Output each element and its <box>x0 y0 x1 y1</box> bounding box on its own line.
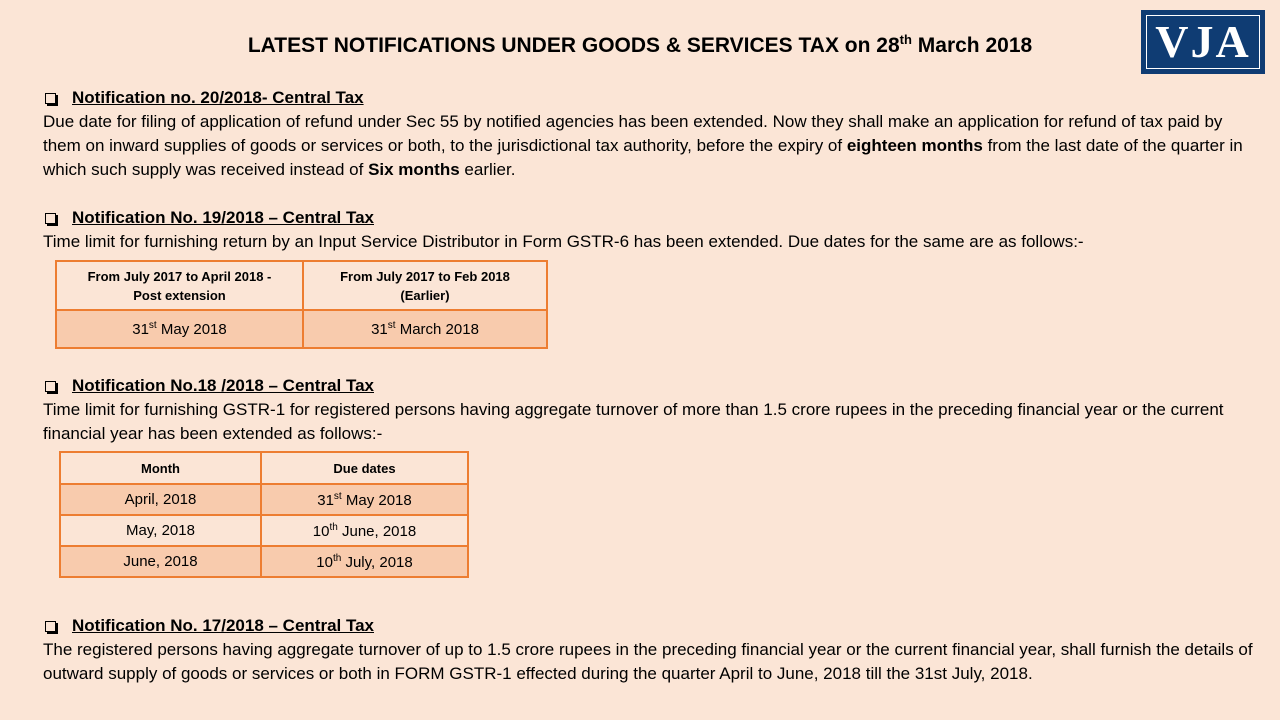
table-cell: May, 2018 <box>60 515 261 546</box>
page-title: LATEST NOTIFICATIONS UNDER GOODS & SERVICES TAX on 28th March 2018 <box>247 32 1033 57</box>
notification-heading: Notification No.18 /2018 – Central Tax <box>72 376 374 395</box>
table-header-row <box>60 452 468 484</box>
notification-19 <box>43 206 1258 254</box>
notification-heading: Notification no. 20/2018- Central Tax <box>72 88 364 107</box>
notification-text: Time limit for furnishing return by an Input Service Distributor in Form GSTR-6 has been extended. Due dates for the same are as follows:- <box>43 232 1084 251</box>
table-row <box>56 310 547 348</box>
table-header-cell: From July 2017 to April 2018 - Post extension <box>56 261 303 310</box>
vja-logo: VJA <box>1141 10 1265 74</box>
table-row <box>60 546 468 577</box>
notification-heading: Notification No. 19/2018 – Central Tax <box>72 208 374 227</box>
table-cell: 10th July, 2018 <box>261 546 468 577</box>
table-header-cell: Due dates <box>261 452 468 484</box>
checkbox-bullet-icon <box>45 621 56 632</box>
table-cell: 10th June, 2018 <box>261 515 468 546</box>
table-cell: April, 2018 <box>60 484 261 515</box>
notification-text: The registered persons having aggregate turnover of up to 1.5 crore rupees in the preceding financial year or the current financial year, shall furnish the details of outward supply of goods or services or both in FORM GSTR-1 effected during the quarter April to June, 2018 till the 31st July, 2018. <box>43 640 1253 683</box>
gstr6-due-dates-table <box>55 260 548 349</box>
table-cell: 31st May 2018 <box>261 484 468 515</box>
checkbox-bullet-icon <box>45 93 56 104</box>
table-cell: June, 2018 <box>60 546 261 577</box>
table-cell: 31st May 2018 <box>56 310 303 348</box>
notification-17 <box>43 614 1258 686</box>
notification-text: Time limit for furnishing GSTR-1 for registered persons having aggregate turnover of more than 1.5 crore rupees in the preceding financial year or the current financial year has been extended as follows:- <box>43 400 1224 443</box>
checkbox-bullet-icon <box>45 213 56 224</box>
checkbox-bullet-icon <box>45 381 56 392</box>
table-header-row <box>56 261 547 310</box>
notification-18 <box>43 374 1258 446</box>
notification-text: Due date for filing of application of refund under Sec 55 by notified agencies has been extended. Now they shall make an application for refund of tax paid by them on inward supplies of goods or services or both, to the jurisdictional tax authority, before the expiry of eighteen months from the last date of the quarter in which such supply was received instead of Six months earlier. <box>43 112 1243 179</box>
notification-heading: Notification No. 17/2018 – Central Tax <box>72 616 374 635</box>
notification-20 <box>43 86 1258 182</box>
table-row <box>60 484 468 515</box>
table-header-cell: From July 2017 to Feb 2018 (Earlier) <box>303 261 547 310</box>
table-header-cell: Month <box>60 452 261 484</box>
table-cell: 31st March 2018 <box>303 310 547 348</box>
table-row <box>60 515 468 546</box>
gstr1-due-dates-table <box>59 451 469 578</box>
